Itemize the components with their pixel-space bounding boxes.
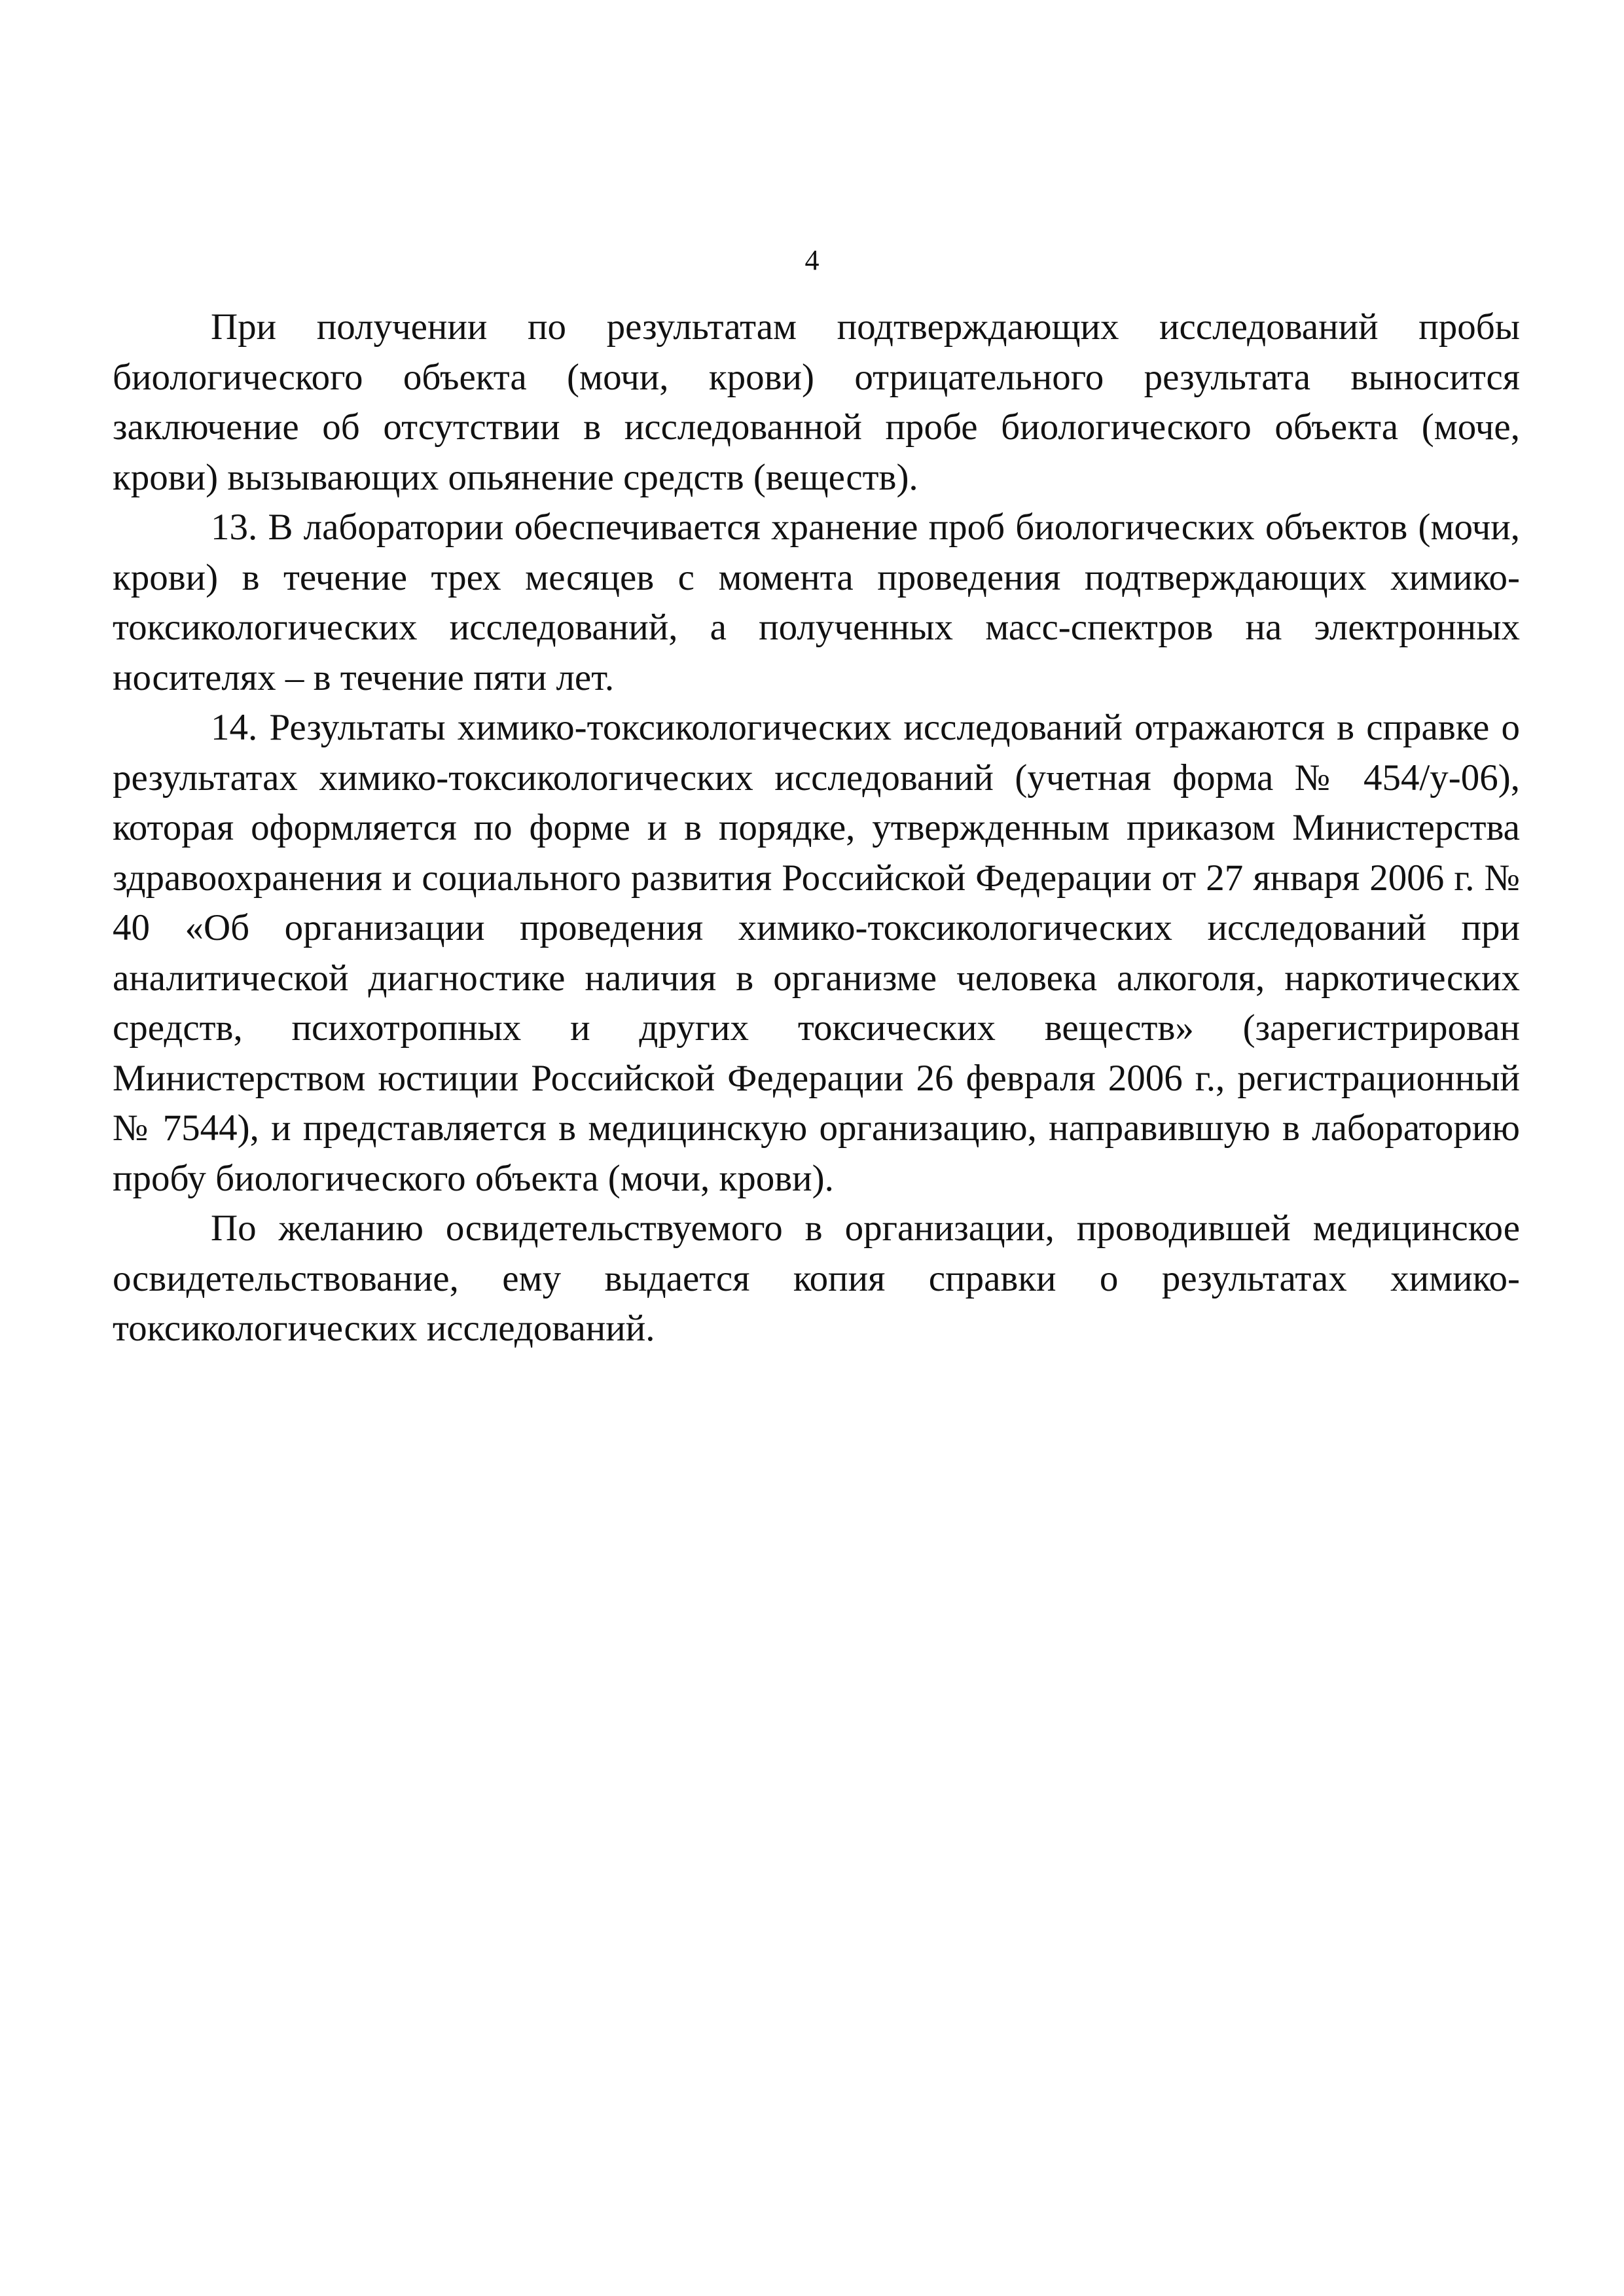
paragraph-certificate-copy: По желанию освидетельствуемого в организации, проводившей медицинское освидетельствование, ему выдается копия справки о результатах химико-токсикологических исследований. (113, 1208, 1520, 1349)
paragraph-negative-result: При получении по результатам подтверждающих исследований пробы биологического объекта (мочи, крови) отрицательного результата выносится заключение об отсутствии в исследованной пробе биологического объекта (моче, крови) вызывающих опьянение средств (веществ). (113, 306, 1520, 498)
paragraph-13-sample-storage: 13. В лаборатории обеспечивается хранение проб биологических объектов (мочи, крови) в течение трех месяцев с момента проведения подтверждающих химико-токсикологических исследований, а полученных масс-спектров на электронных носителях – в течение пяти лет. (113, 507, 1520, 698)
paragraph-14-results-certificate: 14. Результаты химико-токсикологических исследований отражаются в справке о результатах химико-токсикологических исследований (учетная форма № 454/у-06), которая оформляется по форме и в порядке, утвержденным приказом Министерства здравоохранения и социального развития Российской Федерации от 27 января 2006 г. № 40 «Об организации проведения химико-токсикологических исследований при аналитической диагностике наличия в организме человека алкоголя, наркотических средств, психотропных и других токсических веществ» (зарегистрирован Министерством юстиции Российской Федерации 26 февраля 2006 г., регистрационный № 7544), и представляется в медицинскую организацию, направившую в лабораторию пробу биологического объекта (мочи, крови). (113, 707, 1520, 1199)
document-body (113, 302, 1520, 1354)
page-number: 4 (804, 244, 820, 276)
